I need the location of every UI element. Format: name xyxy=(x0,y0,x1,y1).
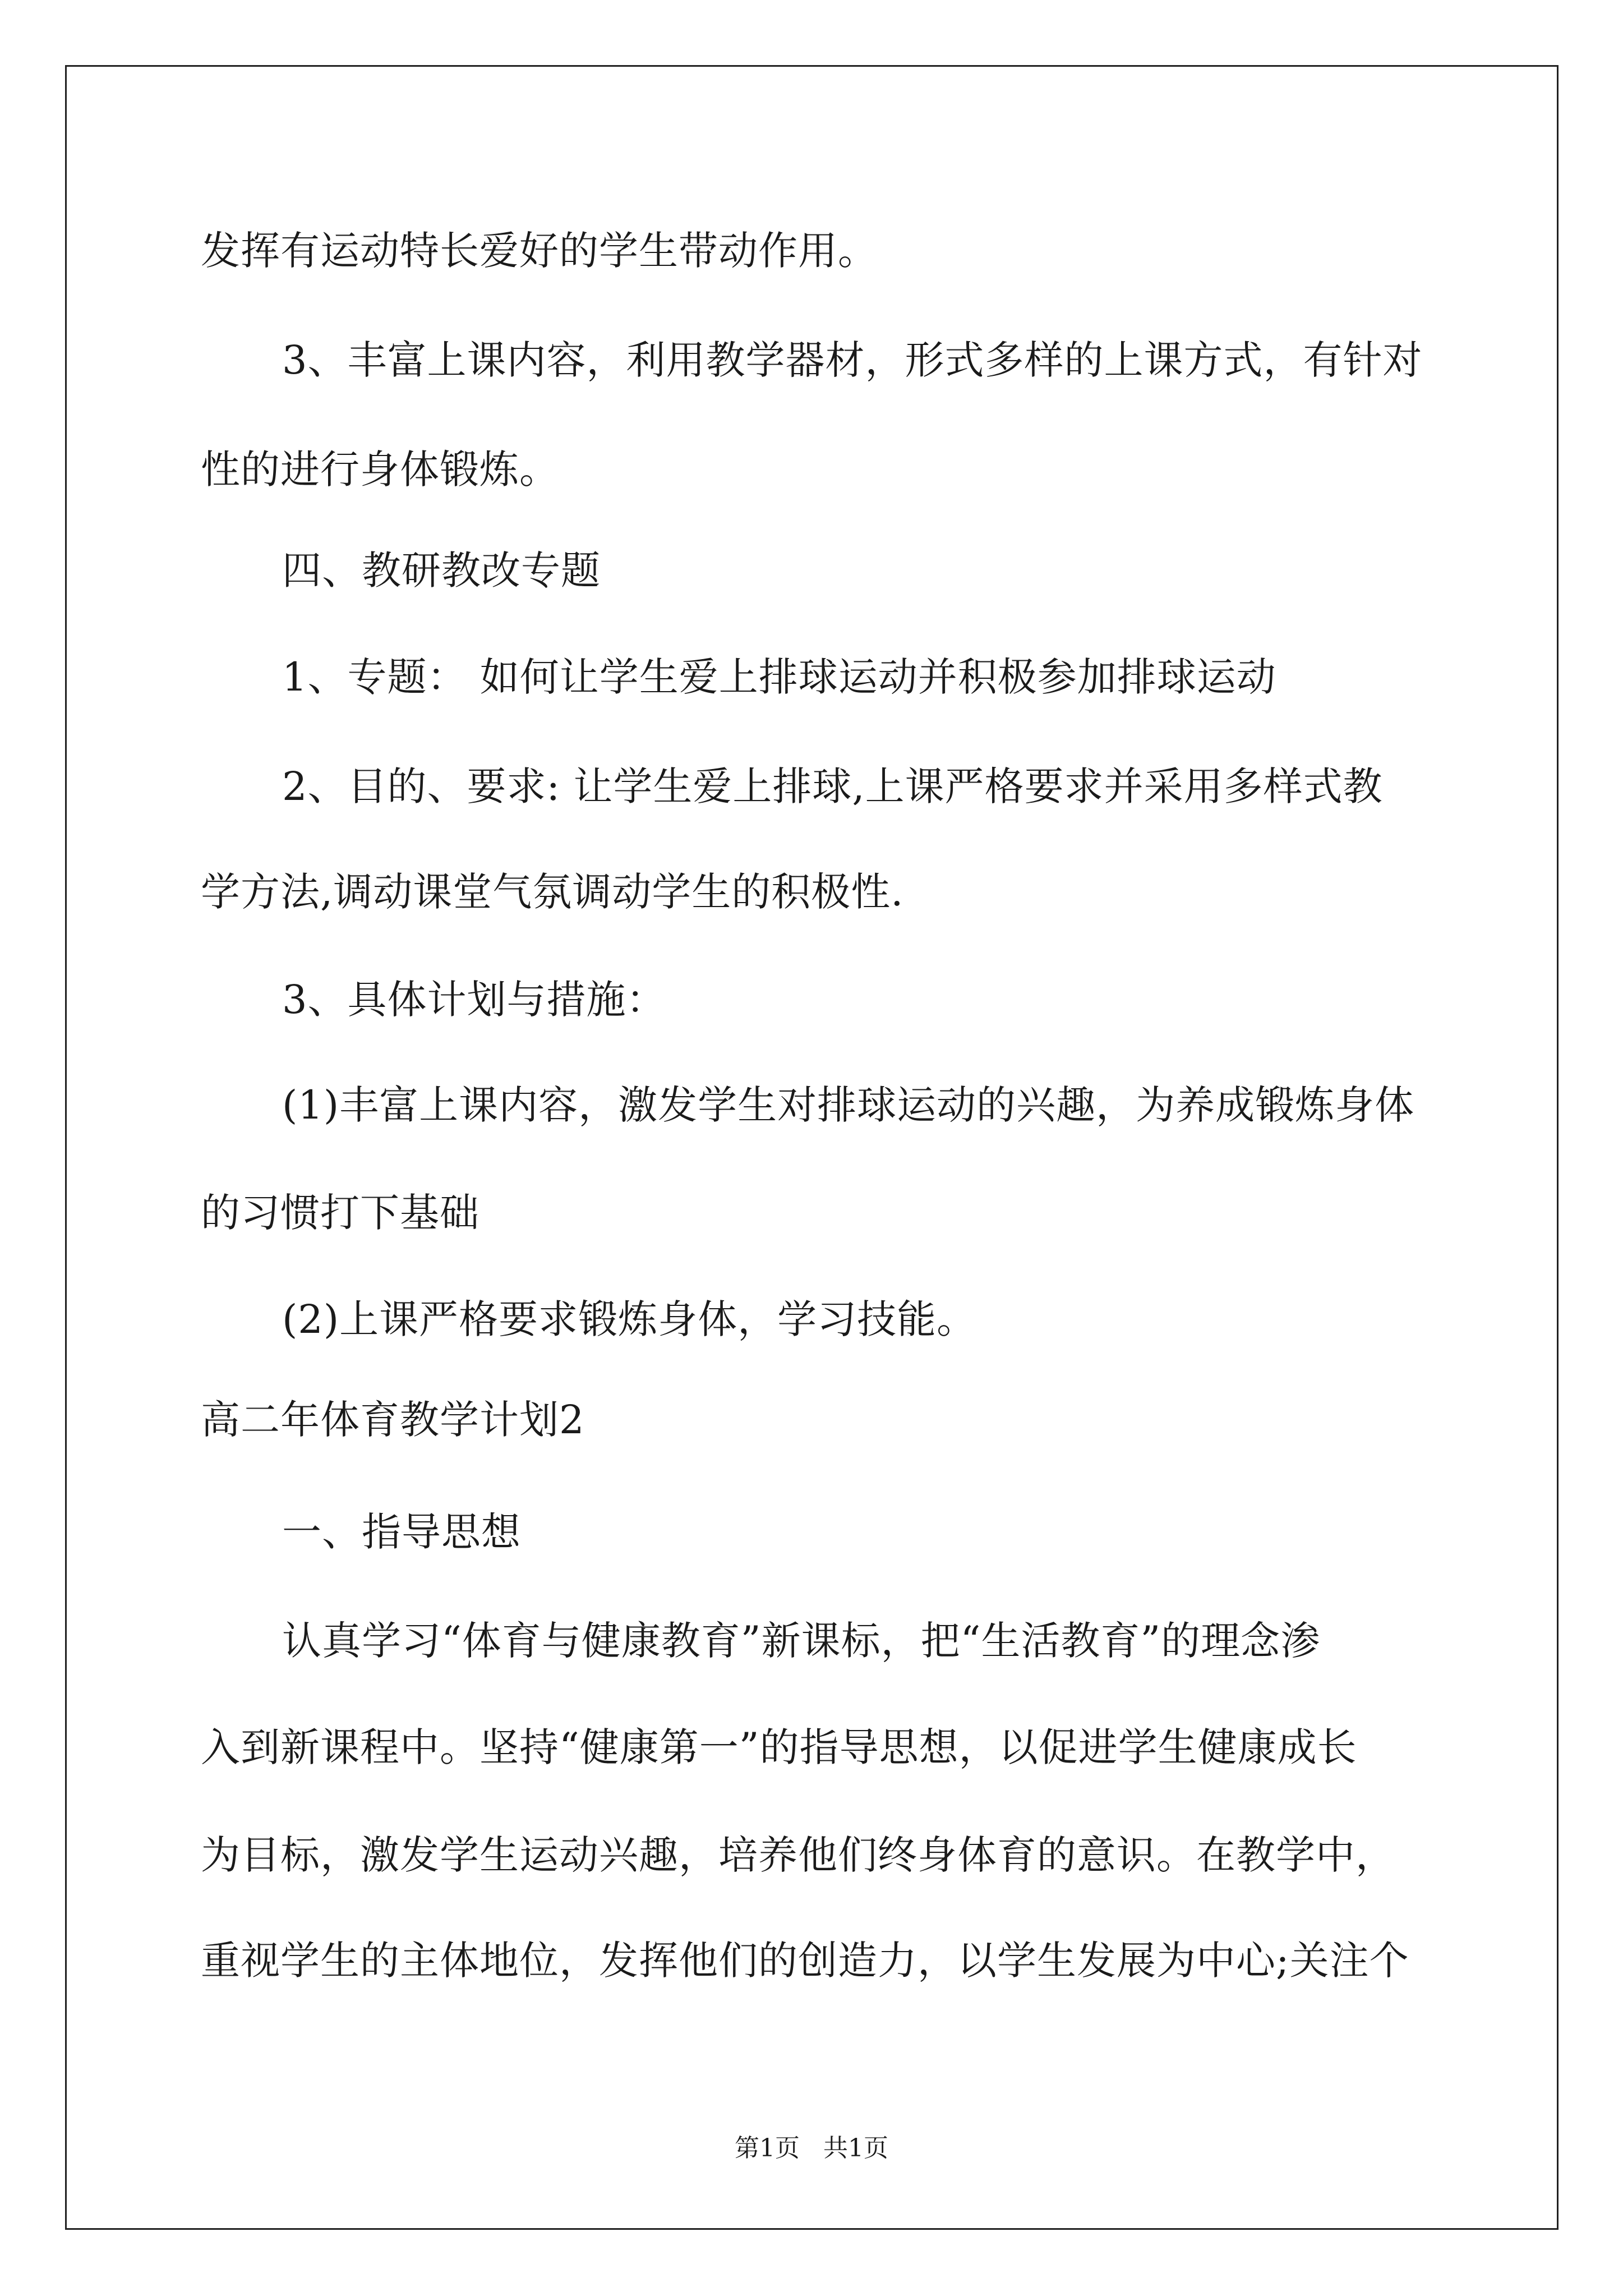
text-line: (1)丰富上课内容，激发学生对排球运动的兴趣，为养成锻炼身体 xyxy=(282,1082,1415,1128)
text-line: 3、丰富上课内容，利用教学器材，形式多样的上课方式，有针对 xyxy=(282,337,1423,383)
text-line: 2、目的、要求: 让学生爱上排球,上课严格要求并采用多样式教 xyxy=(282,763,1383,809)
text-line: 重视学生的主体地位，发挥他们的创造力，以学生发展为中心;关注个 xyxy=(201,1938,1409,1984)
text-line: 学方法,调动课堂气氛调动学生的积极性. xyxy=(201,869,904,915)
page-footer: 第1页 共1页 xyxy=(735,2134,888,2162)
text-line: 性的进行身体锻炼。 xyxy=(201,447,559,493)
section-heading: 四、教研教改专题 xyxy=(282,547,601,593)
page-border xyxy=(65,65,1559,2230)
text-line: 3、具体计划与措施： xyxy=(282,977,666,1023)
section-heading: 一、指导思想 xyxy=(282,1509,521,1555)
text-line: 认真学习“体育与健康教育”新课标，把“生活教育”的理念渗 xyxy=(282,1618,1321,1664)
document-title: 高二年体育教学计划2 xyxy=(201,1397,585,1443)
text-line: 为目标，激发学生运动兴趣，培养他们终身体育的意识。在教学中， xyxy=(201,1832,1395,1878)
text-line: 的习惯打下基础 xyxy=(201,1190,479,1236)
text-line: 入到新课程中。坚持“健康第一”的指导思想，以促进学生健康成长 xyxy=(201,1724,1357,1770)
text-line: 发挥有运动特长爱好的学生带动作用。 xyxy=(201,228,878,274)
text-line: 1、专题： 如何让学生爱上排球运动并积极参加排球运动 xyxy=(282,654,1276,700)
text-line: (2)上课严格要求锻炼身体，学习技能。 xyxy=(282,1296,977,1342)
